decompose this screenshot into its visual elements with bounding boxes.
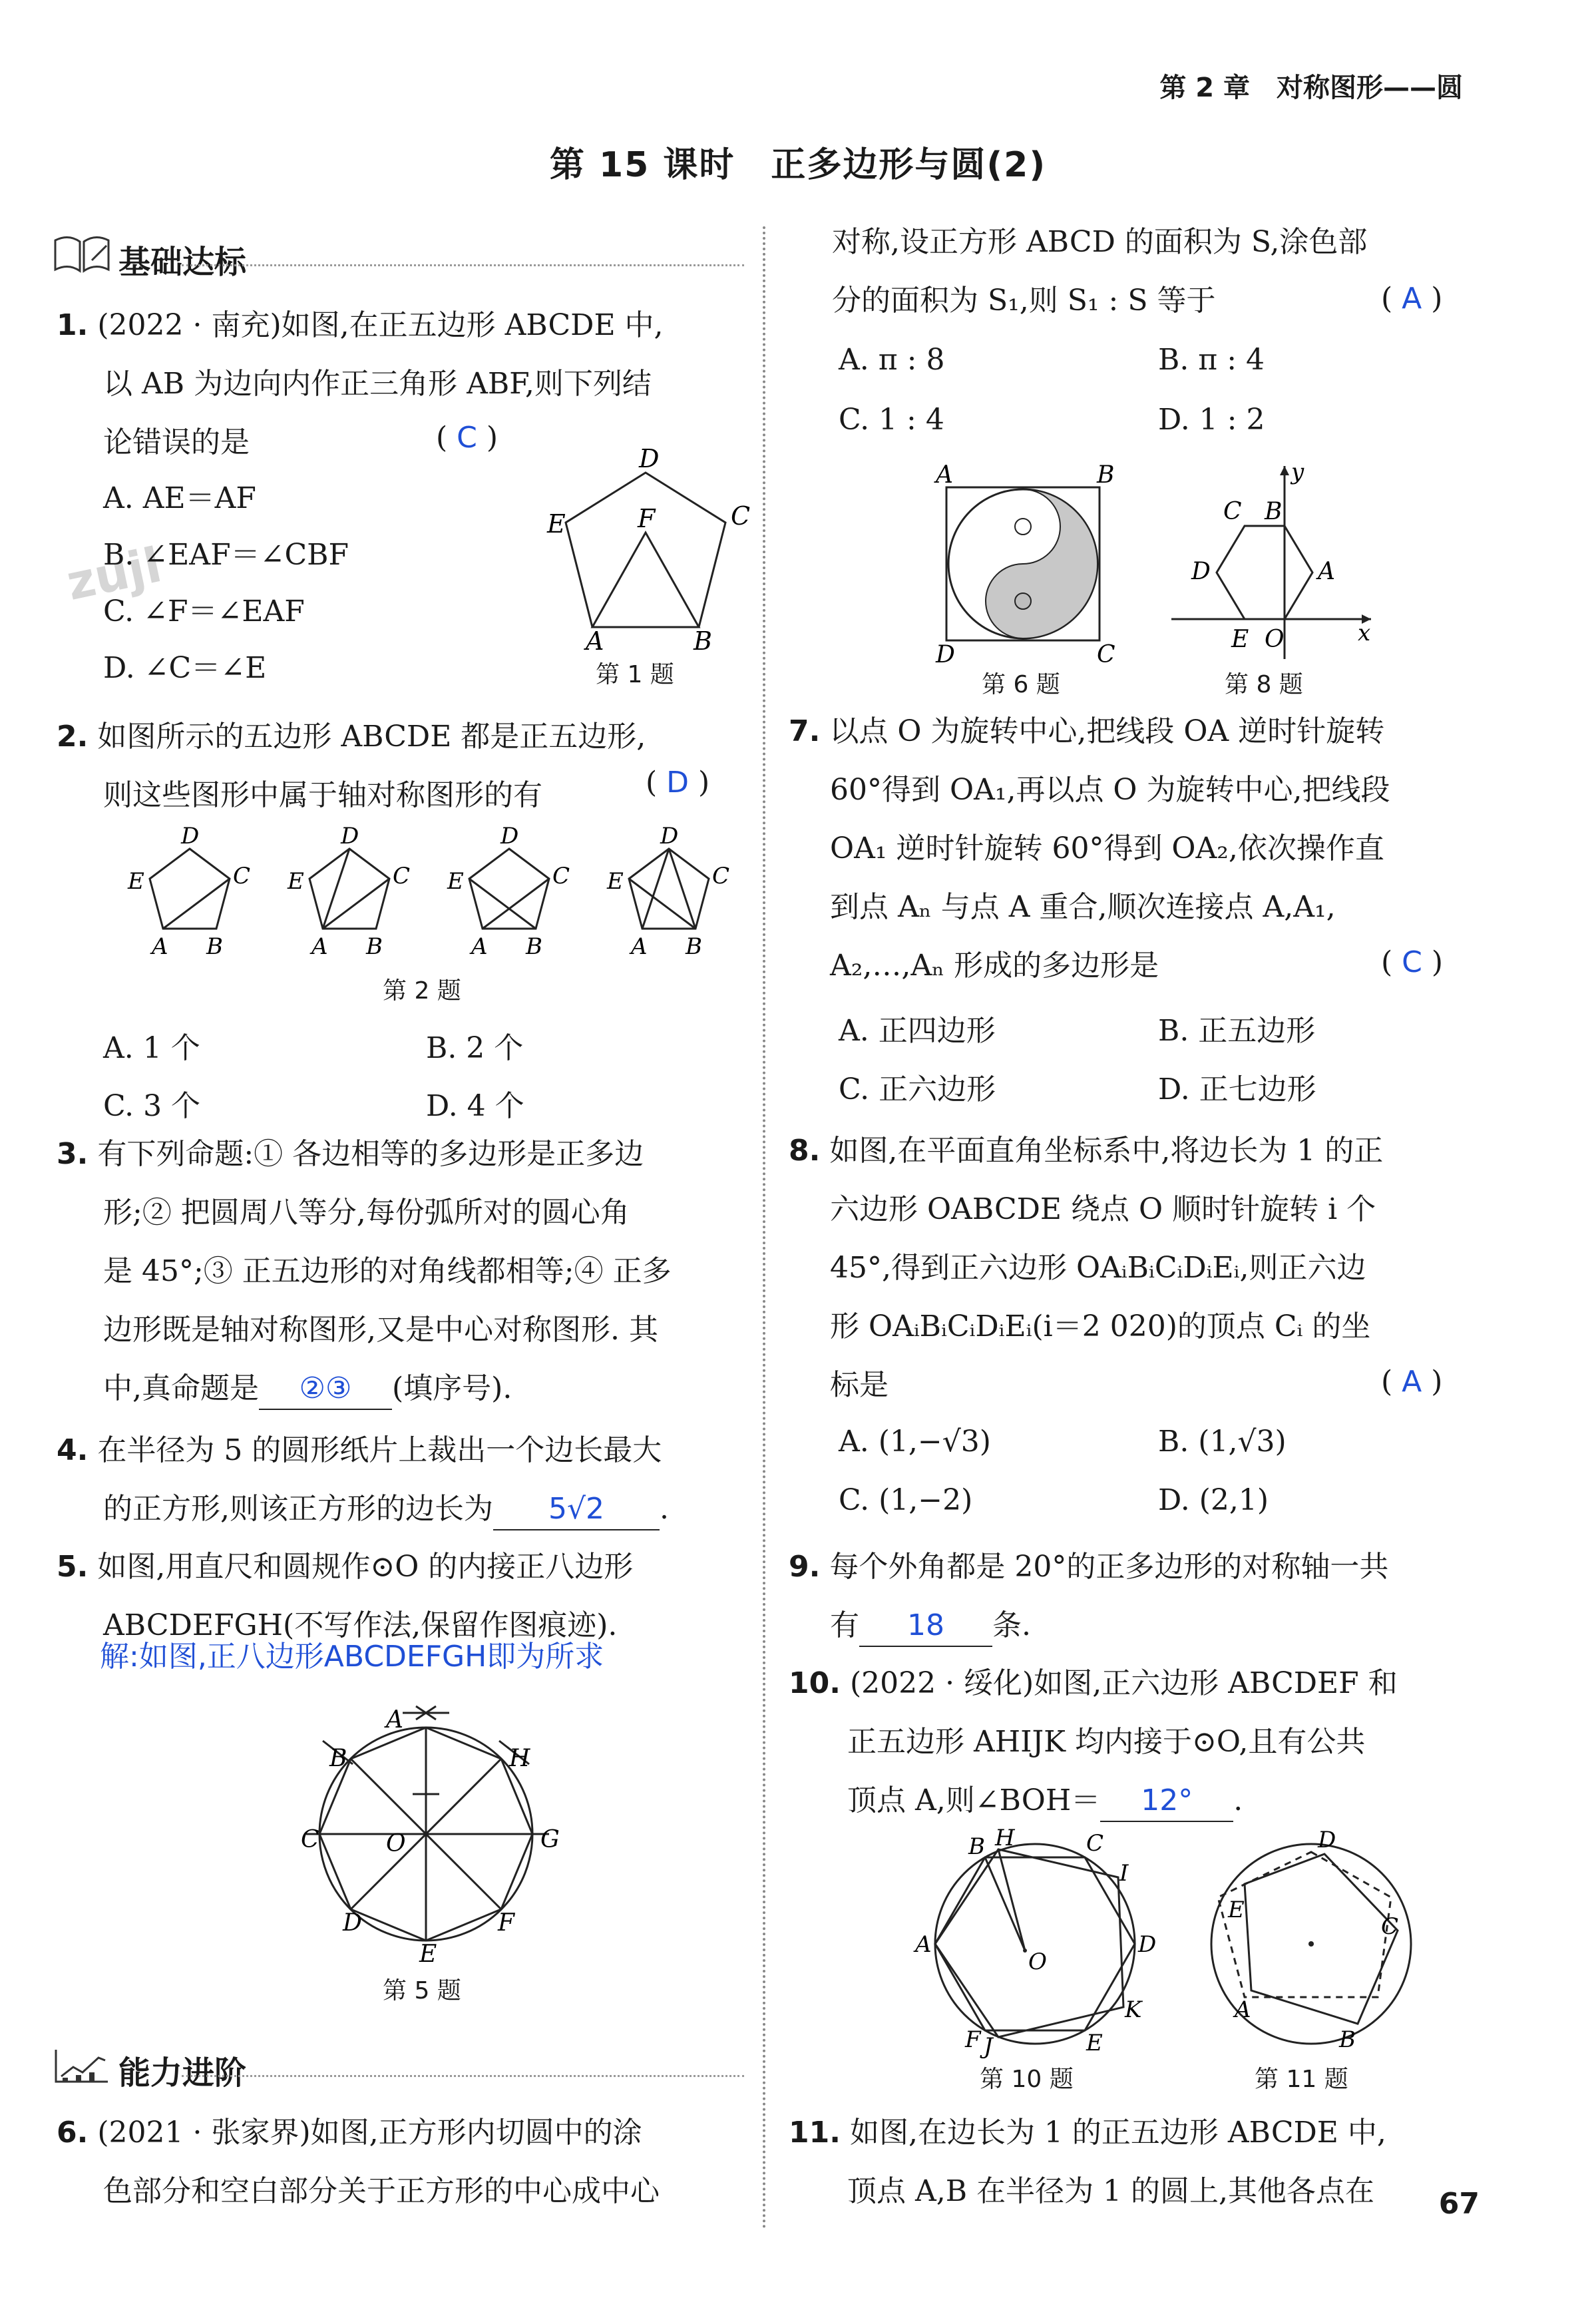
q11-label-c: C [1381, 1913, 1399, 1940]
section-advanced-title: 能力进阶 [118, 2054, 247, 2092]
q5-label-e: E [419, 1941, 437, 1968]
q2-number: 2. [57, 720, 89, 754]
q1-option-c: C. ∠F＝∠EAF [103, 594, 305, 628]
q1-line: 以 AB 为边向内作正三角形 ABF,则下列结 [103, 367, 652, 401]
q2-label-b: B [526, 933, 542, 960]
q10-suffix: . [1233, 1783, 1243, 1817]
q4-prefix: 的正方形,则该正方形的边长为 [103, 1492, 493, 1526]
q7-line: 以点 O 为旋转中心,把线段 OA 逆时针旋转 [829, 714, 1385, 748]
question-9 [789, 1538, 1494, 1655]
q5-label-d: D [343, 1909, 362, 1937]
q8-option-b: B. (1,√3) [1158, 1425, 1287, 1459]
q10-label-c: C [1086, 1830, 1104, 1857]
q10-label-d: D [1138, 1931, 1157, 1958]
q10-label-b: B [968, 1833, 985, 1860]
q10-label-a: A [915, 1931, 932, 1958]
q3-line: 边形既是轴对称图形,又是中心对称图形. 其 [103, 1313, 658, 1347]
chapter-header: 第 2 章 对称图形——圆 [1159, 73, 1463, 103]
q2-label-a: A [152, 933, 168, 960]
q7-option-d: D. 正七边形 [1158, 1072, 1316, 1106]
q1-caption: 第 1 题 [596, 661, 674, 688]
q11-label-e: E [1228, 1897, 1245, 1923]
q8-line: 如图,在平面直角坐标系中,将边长为 1 的正 [829, 1134, 1384, 1168]
q8-label-y: y [1291, 459, 1304, 485]
q8-answer-paren: ( A ) [1381, 1365, 1443, 1399]
q8-line: 45°,得到正六边形 OAᵢBᵢCᵢDᵢEᵢ,则正六边 [830, 1251, 1366, 1285]
q3-line: 形;② 把圆周八等分,每份弧所对的圆心角 [103, 1196, 630, 1230]
q2-label-b: B [206, 933, 223, 960]
q10-caption: 第 10 题 [980, 2066, 1074, 2093]
q9-number: 9. [789, 1550, 821, 1584]
q5-label-c: C [301, 1826, 319, 1853]
q2-label-e: E [128, 868, 144, 895]
q6-number: 6. [57, 2116, 89, 2150]
q3-answer: ②③ [259, 1369, 392, 1410]
q6-option-b: B. π : 4 [1158, 343, 1265, 377]
q1-line: 论错误的是 [103, 425, 250, 459]
q3-last-suffix: (填序号). [392, 1371, 512, 1405]
q9-answer: 18 [859, 1606, 992, 1647]
q4-suffix: . [660, 1492, 669, 1526]
q2-option-a: A. 1 个 [103, 1031, 200, 1065]
q3-line: 有下列命题:① 各边相等的多边形是正多边 [97, 1137, 644, 1171]
q11-label-a: A [1235, 1996, 1251, 2023]
q8-caption: 第 8 题 [1225, 671, 1303, 698]
q10-answer: 12° [1100, 1781, 1233, 1822]
q11-label-d: D [1318, 1827, 1336, 1853]
q10-line: 正五边形 AHIJK 均内接于⊙O,且有公共 [847, 1725, 1366, 1759]
q2-label-c: C [393, 863, 411, 889]
q10-prefix: 顶点 A,则∠BOH＝ [847, 1783, 1101, 1817]
q5-label-o: O [386, 1830, 406, 1857]
column-divider [763, 226, 765, 2230]
q11-caption: 第 11 题 [1255, 2066, 1348, 2093]
q2-label-d: D [500, 823, 519, 849]
q2-label-e: E [447, 868, 464, 895]
q5-number: 5. [57, 1550, 89, 1584]
q5-label-f: F [498, 1909, 514, 1937]
question-10 [789, 1654, 1494, 1830]
q1-number: 1. [57, 308, 89, 342]
q6-line: 对称,设正方形 ABCD 的面积为 S,涂色部 [832, 225, 1368, 259]
q7-line: 到点 Aₙ 与点 A 重合,顺次连接点 A,A₁, [830, 890, 1336, 924]
q2-label-c: C [233, 863, 251, 889]
q2-option-b: B. 2 个 [426, 1031, 524, 1065]
q1-option-d: D. ∠C＝∠E [103, 651, 267, 685]
q2-option-d: D. 4 个 [426, 1089, 524, 1123]
q8-label-a: A [1318, 558, 1335, 585]
chart-icon [52, 2044, 112, 2095]
q6-label-c: C [1097, 641, 1115, 668]
q8-answer: A [1402, 1365, 1422, 1399]
q1-answer-paren: ( C ) [436, 421, 499, 455]
q7-line: A₂,…,Aₙ 形成的多边形是 [830, 949, 1159, 983]
q5-label-g: G [540, 1826, 560, 1853]
q7-line: OA₁ 逆时针旋转 60°得到 OA₂,依次操作直 [830, 831, 1384, 865]
q2-line: 则这些图形中属于轴对称图形的有 [103, 778, 542, 812]
q4-line: 在半径为 5 的圆形纸片上裁出一个边长最大 [97, 1433, 662, 1467]
q2-pentagon-2 [287, 823, 410, 960]
q6-option-c: C. 1 : 4 [839, 403, 944, 437]
q6-option-a: A. π : 8 [839, 343, 945, 377]
q1-label-d: D [639, 444, 660, 473]
q3-last-prefix: 中,真命题是 [103, 1371, 259, 1405]
q2-label-e: E [288, 868, 304, 895]
question-6 [57, 2104, 749, 2221]
question-4 [57, 1421, 749, 1538]
section-advanced [52, 2047, 744, 2090]
section-basic-title: 基础达标 [118, 244, 247, 281]
q6-answer: A [1402, 282, 1422, 316]
q2-label-a: A [631, 933, 648, 960]
q7-answer-paren: ( C ) [1381, 945, 1444, 979]
q8-label-e: E [1231, 626, 1249, 653]
section-basic [52, 236, 744, 279]
q2-label-d: D [660, 823, 679, 849]
q8-label-b: B [1265, 498, 1283, 525]
q8-line: 标是 [830, 1368, 889, 1402]
q7-number: 7. [789, 714, 821, 748]
q6-label-b: B [1097, 461, 1115, 489]
q9-prefix: 有 [830, 1608, 859, 1642]
q8-option-d: D. (2,1) [1158, 1483, 1269, 1517]
q6-line: (2021 · 张家界)如图,正方形内切圆中的涂 [97, 2116, 642, 2150]
book-icon [52, 234, 112, 284]
q5-line: 如图,用直尺和圆规作⊙O 的内接正八边形 [97, 1550, 634, 1584]
q7-option-b: B. 正五边形 [1158, 1014, 1316, 1048]
q7-option-c: C. 正六边形 [839, 1072, 996, 1106]
lesson-title: 第 15 课时 正多边形与圆(2) [549, 145, 1047, 185]
q2-figure [106, 822, 745, 975]
q8-option-c: C. (1,−2) [839, 1483, 973, 1517]
q2-pentagon-1 [127, 823, 250, 960]
q5-label-a: A [386, 1706, 403, 1734]
q1-label-b: B [694, 626, 712, 656]
q2-label-b: B [686, 933, 702, 960]
q2-label-c: C [552, 863, 570, 889]
q2-caption: 第 2 题 [383, 977, 461, 1005]
q10-label-f: F [965, 2026, 981, 2053]
q1-label-a: A [586, 626, 604, 656]
q8-label-x: x [1358, 620, 1371, 646]
q2-answer-paren: ( D ) [646, 766, 710, 800]
q6-line: 分的面积为 S₁,则 S₁ : S 等于 [832, 284, 1216, 318]
q8-line: 六边形 OABCDE 绕点 O 顺时针旋转 i 个 [830, 1192, 1376, 1226]
q2-label-d: D [341, 823, 359, 849]
q6-figure [925, 459, 1125, 666]
question-2 [57, 708, 749, 825]
question-11 [789, 2104, 1494, 2221]
q2-option-c: C. 3 个 [103, 1089, 201, 1123]
q3-number: 3. [57, 1137, 89, 1171]
q8-figure [1165, 459, 1384, 666]
q1-option-b: B. ∠EAF＝∠CBF [103, 538, 349, 572]
q4-answer: 5√2 [493, 1489, 660, 1530]
q7-answer: C [1402, 945, 1422, 979]
q10-label-i: I [1119, 1860, 1129, 1887]
q2-label-d: D [181, 823, 200, 849]
q5-label-b: B [329, 1745, 347, 1772]
q5-line: ABCDEFGH(不写作法,保留作图痕迹). [103, 1608, 618, 1642]
page-number: 67 [1438, 2187, 1480, 2221]
q5-label-h: H [509, 1745, 530, 1772]
watermark: zujl [61, 537, 166, 611]
q11-line: 如图,在边长为 1 的正五边形 ABCDE 中, [849, 2116, 1386, 2150]
q3-line: 是 45°;③ 正五边形的对角线都相等;④ 正多 [103, 1254, 672, 1288]
q11-number: 11. [789, 2116, 841, 2150]
q1-answer: C [457, 421, 477, 455]
q10-label-h: H [995, 1825, 1015, 1851]
q1-line: (2022 · 南充)如图,在正五边形 ABCDE 中, [97, 308, 664, 342]
q6-caption: 第 6 题 [982, 671, 1060, 698]
q8-label-o: O [1265, 626, 1285, 653]
q10-label-k: J [984, 2033, 993, 2060]
q2-pentagon-4 [606, 823, 729, 960]
q4-number: 4. [57, 1433, 89, 1467]
q2-label-c: C [712, 863, 730, 889]
q10-label-o: O [1028, 1949, 1047, 1975]
q1-label-f: F [638, 504, 656, 533]
q8-line: 形 OAᵢBᵢCᵢDᵢEᵢ(i＝2 020)的顶点 Cᵢ 的坐 [830, 1309, 1371, 1343]
q1-label-e: E [547, 509, 566, 539]
q5-caption: 第 5 题 [383, 1977, 461, 2004]
q1-figure [539, 444, 751, 656]
q9-suffix: 条. [992, 1608, 1031, 1642]
q6-line: 色部分和空白部分关于正方形的中心成中心 [103, 2174, 660, 2208]
q2-label-a: A [311, 933, 328, 960]
q10-number: 10. [789, 1666, 841, 1700]
q2-label-b: B [366, 933, 383, 960]
q2-label-a: A [471, 933, 488, 960]
q1-option-a: A. AE＝AF [103, 481, 256, 515]
q2-pentagon-3 [447, 823, 570, 960]
q6-option-d: D. 1 : 2 [1158, 403, 1265, 437]
q2-line: 如图所示的五边形 ABCDE 都是正五边形, [97, 720, 646, 754]
q8-number: 8. [789, 1134, 821, 1168]
q8-label-c: C [1223, 498, 1242, 525]
q5-solution: 解:如图,正八边形ABCDEFGH即为所求 [100, 1640, 604, 1674]
q8-label-d: D [1191, 558, 1211, 585]
q9-line: 每个外角都是 20°的正多边形的对称轴一共 [829, 1550, 1389, 1584]
q6-answer-paren: ( A ) [1381, 282, 1443, 316]
q10-label-j: K [1125, 1996, 1142, 2023]
q1-label-c: C [731, 501, 751, 531]
q11-line: 顶点 A,B 在半径为 1 的圆上,其他各点在 [847, 2174, 1375, 2208]
q2-label-e: E [607, 868, 624, 895]
q5-figure [286, 1701, 572, 1967]
question-3 [57, 1125, 749, 1418]
q7-option-a: A. 正四边形 [839, 1014, 996, 1048]
q10-line: (2022 · 绥化)如图,正六边形 ABCDEF 和 [849, 1666, 1398, 1700]
q10-label-e: E [1086, 2030, 1103, 2056]
q7-line: 60°得到 OA₁,再以点 O 为旋转中心,把线段 [830, 773, 1390, 807]
q2-answer: D [666, 766, 690, 800]
q8-option-a: A. (1,−√3) [839, 1425, 991, 1459]
q6-label-d: D [936, 641, 955, 668]
q10-figure [912, 1824, 1158, 2060]
q11-label-b: B [1339, 2026, 1356, 2053]
q6-label-a: A [936, 461, 953, 489]
q11-figure [1191, 1824, 1424, 2057]
